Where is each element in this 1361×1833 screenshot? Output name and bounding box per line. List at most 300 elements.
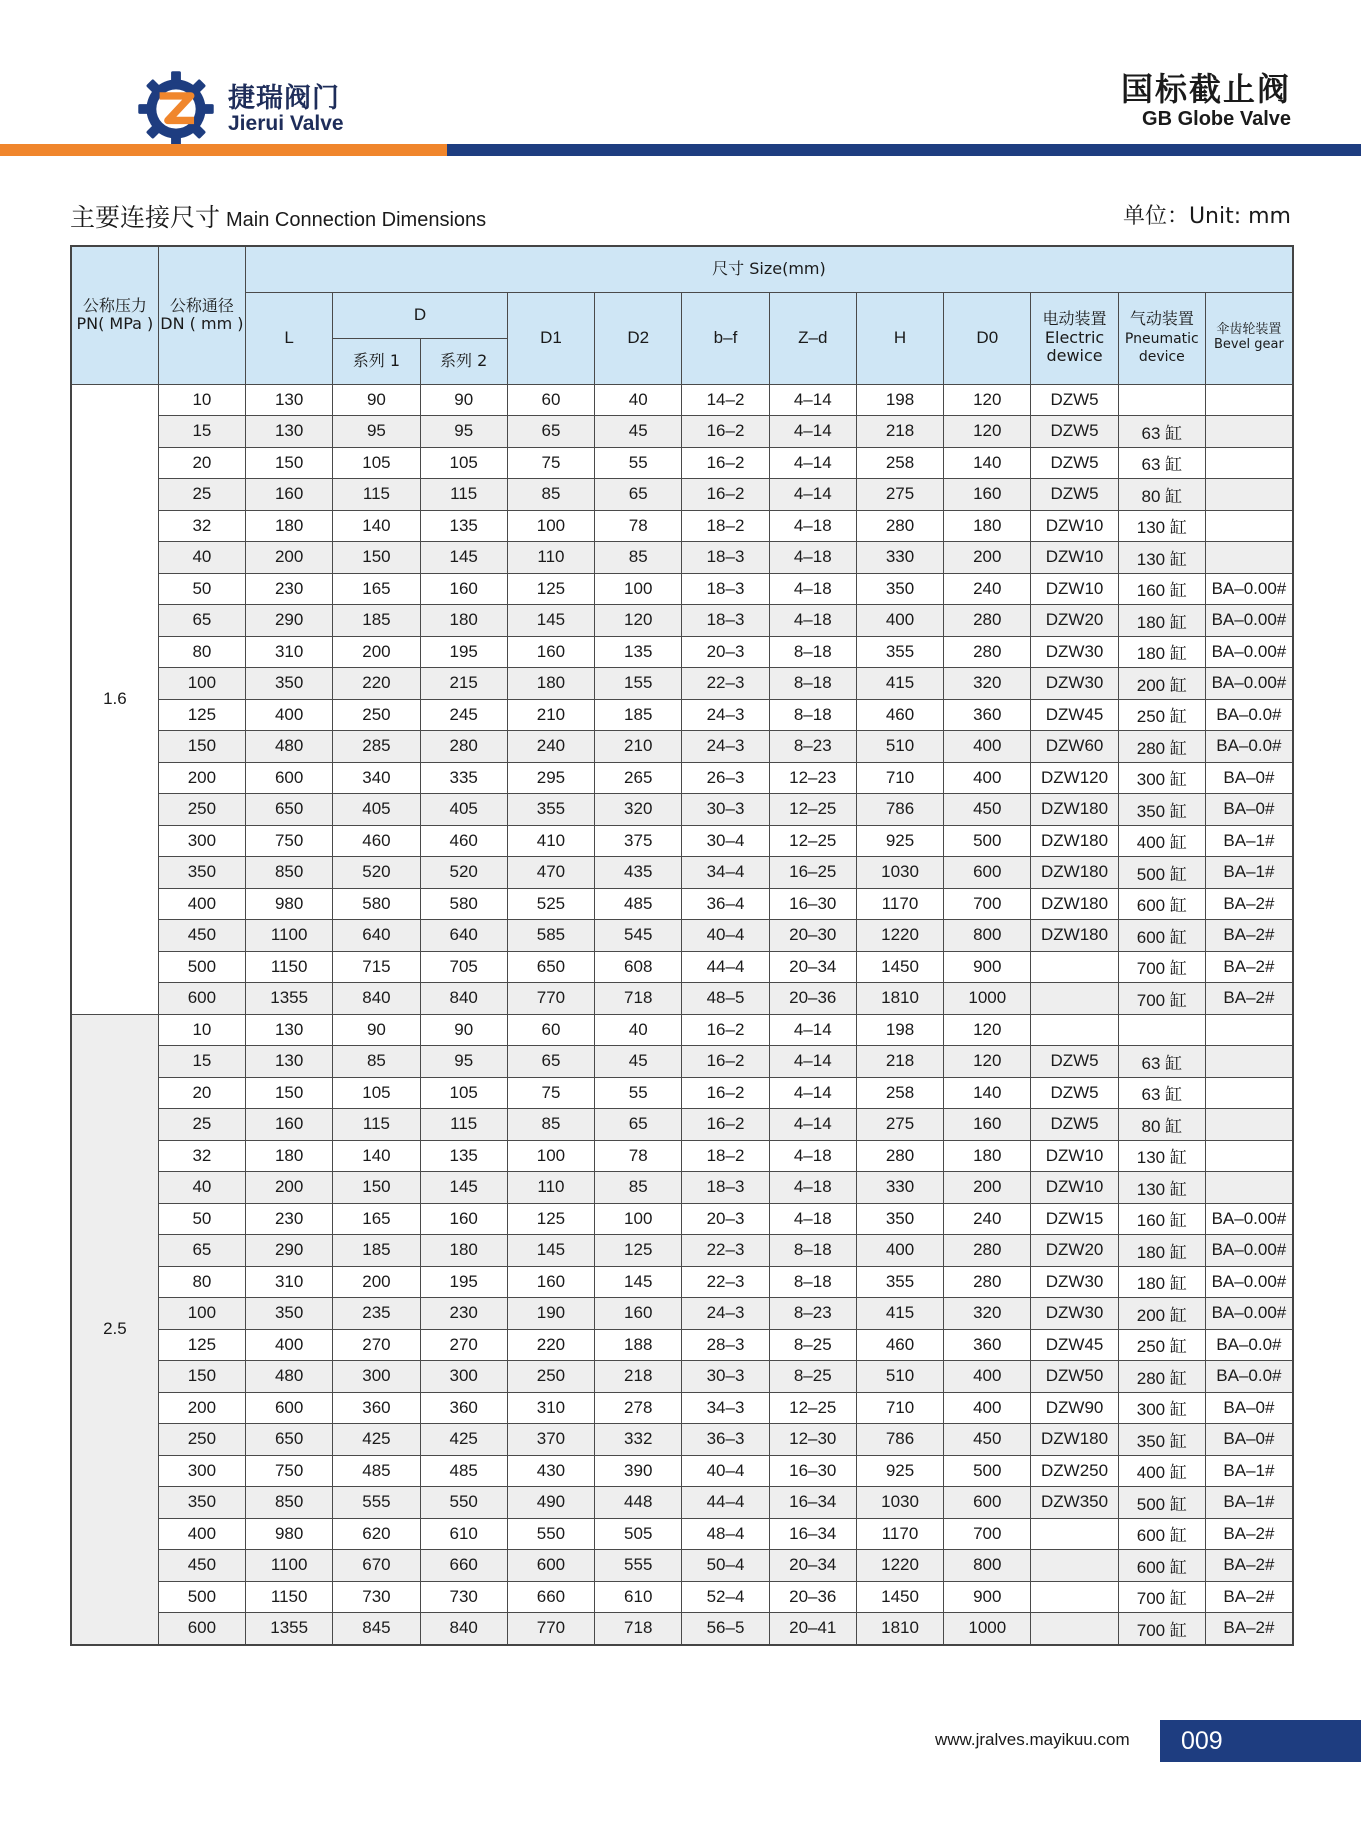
table-cell: 710 <box>856 762 943 794</box>
table-cell: 100 <box>595 573 682 605</box>
table-cell: 400 <box>856 605 943 637</box>
table-cell: 280 <box>944 605 1031 637</box>
table-cell: BA–2# <box>1205 1550 1292 1582</box>
table-cell: 240 <box>507 731 594 763</box>
table-cell: 250 <box>158 1424 245 1456</box>
table-cell: 1030 <box>856 857 943 889</box>
section-title-en: Main Connection Dimensions <box>226 209 487 231</box>
table-cell: 200 <box>246 542 333 574</box>
table-cell: BA–0.00# <box>1205 1298 1292 1330</box>
footer-url: www.jralves.mayikuu.com <box>935 1730 1130 1749</box>
table-cell: 850 <box>246 1487 333 1519</box>
table-cell: 650 <box>507 951 594 983</box>
table-cell: 85 <box>595 542 682 574</box>
table-cell: 650 <box>246 794 333 826</box>
table-cell: 700 缸 <box>1118 1581 1205 1613</box>
table-cell: 90 <box>420 384 507 416</box>
table-row <box>71 1109 1293 1141</box>
table-row <box>71 1392 1293 1424</box>
table-row <box>71 920 1293 952</box>
header-bf: b–f <box>682 292 769 384</box>
table-cell: 52–4 <box>682 1581 769 1613</box>
table-cell: 430 <box>507 1455 594 1487</box>
table-cell: 600 <box>246 762 333 794</box>
table-cell: 190 <box>507 1298 594 1330</box>
table-cell: 280 <box>944 1235 1031 1267</box>
table-cell: 130 缸 <box>1118 542 1205 574</box>
pn-cell <box>71 384 158 1014</box>
table-cell: 700 <box>944 1518 1031 1550</box>
table-cell: 500 缸 <box>1118 1487 1205 1519</box>
table-cell: 78 <box>595 1140 682 1172</box>
table-cell: 80 缸 <box>1118 479 1205 511</box>
table-cell: 100 <box>507 1140 594 1172</box>
table-cell: BA–2# <box>1205 951 1292 983</box>
table-cell: 195 <box>420 1266 507 1298</box>
table-cell <box>1031 1550 1118 1582</box>
table-row <box>71 447 1293 479</box>
table-cell: 140 <box>333 1140 420 1172</box>
table-cell: 16–34 <box>769 1487 856 1519</box>
table-cell: 600 缸 <box>1118 888 1205 920</box>
table-cell: 610 <box>420 1518 507 1550</box>
table-cell: 460 <box>420 825 507 857</box>
table-cell: 8–18 <box>769 1266 856 1298</box>
table-cell: 115 <box>420 479 507 511</box>
gear-z-logo-icon <box>135 68 217 150</box>
table-cell: 145 <box>420 542 507 574</box>
header-series1: 系列 1 <box>333 338 420 384</box>
table-cell: 1100 <box>246 920 333 952</box>
table-cell: 180 <box>944 1140 1031 1172</box>
table-cell: 490 <box>507 1487 594 1519</box>
header-h: H <box>856 292 943 384</box>
table-cell: 100 <box>507 510 594 542</box>
table-cell: 435 <box>595 857 682 889</box>
table-cell: DZW350 <box>1031 1487 1118 1519</box>
table-cell: 520 <box>333 857 420 889</box>
table-cell: 485 <box>420 1455 507 1487</box>
table-cell <box>1031 983 1118 1015</box>
table-cell: DZW10 <box>1031 573 1118 605</box>
table-cell: 210 <box>595 731 682 763</box>
table-cell: 195 <box>420 636 507 668</box>
table-cell: 300 缸 <box>1118 762 1205 794</box>
table-cell: 900 <box>944 951 1031 983</box>
table-cell <box>1205 1172 1292 1204</box>
table-cell: 115 <box>420 1109 507 1141</box>
table-cell: 600 缸 <box>1118 1518 1205 1550</box>
table-cell: 180 <box>246 510 333 542</box>
table-cell <box>1205 447 1292 479</box>
table-cell: 198 <box>856 384 943 416</box>
pn-value: 2.5 <box>103 1319 127 1338</box>
header-pneumatic-cn: 气动装置 <box>1129 309 1194 329</box>
table-cell: 25 <box>158 1109 245 1141</box>
table-row <box>71 1298 1293 1330</box>
table-cell: 150 <box>246 1077 333 1109</box>
table-cell: 100 <box>158 1298 245 1330</box>
table-cell: 460 <box>333 825 420 857</box>
table-cell: 22–3 <box>682 1235 769 1267</box>
table-cell: 10 <box>158 1014 245 1046</box>
table-row <box>71 983 1293 1015</box>
header-bar-orange <box>0 144 447 156</box>
table-cell: BA–0.0# <box>1205 1361 1292 1393</box>
table-cell: 850 <box>246 857 333 889</box>
table-cell: 4–14 <box>769 447 856 479</box>
header-series2: 系列 2 <box>420 338 507 384</box>
table-head <box>71 246 1293 384</box>
table-cell: 160 <box>507 1266 594 1298</box>
table-cell: DZW180 <box>1031 920 1118 952</box>
table-cell: 180 <box>944 510 1031 542</box>
table-cell: 26–3 <box>682 762 769 794</box>
table-cell: 4–18 <box>769 542 856 574</box>
table-cell: 125 <box>158 699 245 731</box>
table-cell: 770 <box>507 983 594 1015</box>
table-row <box>71 1361 1293 1393</box>
table-cell <box>1118 384 1205 416</box>
table-cell: 78 <box>595 510 682 542</box>
table-cell: DZW30 <box>1031 1298 1118 1330</box>
table-cell: BA–0# <box>1205 1392 1292 1424</box>
table-cell: 280 <box>944 1266 1031 1298</box>
table-cell: 20–3 <box>682 636 769 668</box>
table-cell: 45 <box>595 416 682 448</box>
table-cell <box>1205 1046 1292 1078</box>
table-cell: 250 <box>507 1361 594 1393</box>
table-cell: DZW180 <box>1031 888 1118 920</box>
table-cell: 370 <box>507 1424 594 1456</box>
table-cell: 360 <box>944 1329 1031 1361</box>
table-row <box>71 1550 1293 1582</box>
table-cell: DZW180 <box>1031 794 1118 826</box>
table-cell: 600 缸 <box>1118 1550 1205 1582</box>
table-cell: 180 缸 <box>1118 605 1205 637</box>
table-cell: 85 <box>333 1046 420 1078</box>
table-cell: 110 <box>507 1172 594 1204</box>
table-cell: DZW5 <box>1031 384 1118 416</box>
table-cell: 20–34 <box>769 1550 856 1582</box>
table-cell <box>1031 1014 1118 1046</box>
table-cell: DZW5 <box>1031 1109 1118 1141</box>
table-cell: 1450 <box>856 951 943 983</box>
table-cell: 350 <box>158 1487 245 1519</box>
table-cell: 18–3 <box>682 542 769 574</box>
table-cell: 710 <box>856 1392 943 1424</box>
table-cell: 350 <box>246 1298 333 1330</box>
table-cell: 155 <box>595 668 682 700</box>
table-cell: 120 <box>595 605 682 637</box>
table-cell <box>1205 1109 1292 1141</box>
brand-name-cn: 捷瑞阀门 <box>228 83 340 114</box>
table-cell: 24–3 <box>682 1298 769 1330</box>
header-pn <box>71 246 158 384</box>
table-cell: 65 <box>158 1235 245 1267</box>
table-cell: 20–30 <box>769 920 856 952</box>
table-cell: 135 <box>420 510 507 542</box>
table-cell: 460 <box>856 699 943 731</box>
table-cell: 16–34 <box>769 1518 856 1550</box>
table-cell: 450 <box>158 920 245 952</box>
table-row <box>71 1329 1293 1361</box>
table-cell: 160 <box>595 1298 682 1330</box>
table-cell: 550 <box>420 1487 507 1519</box>
table-cell: 180 缸 <box>1118 1266 1205 1298</box>
table-cell: 12–30 <box>769 1424 856 1456</box>
table-cell: 230 <box>246 573 333 605</box>
table-cell: 730 <box>420 1581 507 1613</box>
table-cell: 30–4 <box>682 825 769 857</box>
table-cell: BA–2# <box>1205 983 1292 1015</box>
table-cell: 500 <box>158 1581 245 1613</box>
table-cell: DZW10 <box>1031 1172 1118 1204</box>
table-cell: 425 <box>420 1424 507 1456</box>
table-cell <box>1205 510 1292 542</box>
table-cell: 300 <box>158 1455 245 1487</box>
table-cell: 360 <box>420 1392 507 1424</box>
table-row <box>71 888 1293 920</box>
table-cell: 125 <box>158 1329 245 1361</box>
table-cell: 925 <box>856 1455 943 1487</box>
table-cell: 290 <box>246 605 333 637</box>
table-cell: 550 <box>507 1518 594 1550</box>
table-cell: 115 <box>333 479 420 511</box>
table-cell: 100 <box>158 668 245 700</box>
table-cell: 185 <box>333 1235 420 1267</box>
table-cell: 600 缸 <box>1118 920 1205 952</box>
table-cell: BA–2# <box>1205 1613 1292 1645</box>
table-cell: 63 缸 <box>1118 1077 1205 1109</box>
table-cell: 500 <box>944 1455 1031 1487</box>
header-bar-blue <box>447 144 1361 156</box>
table-cell: 48–5 <box>682 983 769 1015</box>
table-row <box>71 1235 1293 1267</box>
table-cell: 240 <box>944 1203 1031 1235</box>
table-cell: 40–4 <box>682 1455 769 1487</box>
table-cell: 275 <box>856 1109 943 1141</box>
table-cell: 485 <box>595 888 682 920</box>
table-row <box>71 573 1293 605</box>
table-cell: 600 <box>944 1487 1031 1519</box>
table-cell: 1150 <box>246 1581 333 1613</box>
table-cell: 375 <box>595 825 682 857</box>
table-cell: 650 <box>246 1424 333 1456</box>
table-cell: 270 <box>420 1329 507 1361</box>
table-cell: 4–14 <box>769 479 856 511</box>
table-cell: 280 缸 <box>1118 1361 1205 1393</box>
table-cell <box>1118 1014 1205 1046</box>
table-cell: 600 <box>944 857 1031 889</box>
table-cell: 16–2 <box>682 1046 769 1078</box>
table-cell: 15 <box>158 416 245 448</box>
table-cell <box>1205 416 1292 448</box>
table-cell: 980 <box>246 1518 333 1550</box>
table-cell: 715 <box>333 951 420 983</box>
table-cell: 63 缸 <box>1118 447 1205 479</box>
table-cell: 160 缸 <box>1118 1203 1205 1235</box>
table-cell: 8–18 <box>769 1235 856 1267</box>
table-cell: 355 <box>856 1266 943 1298</box>
table-cell: 130 <box>246 1046 333 1078</box>
table-cell: 1170 <box>856 1518 943 1550</box>
table-cell: 718 <box>595 983 682 1015</box>
table-cell: 160 <box>944 1109 1031 1141</box>
table-cell: 525 <box>507 888 594 920</box>
table-cell: BA–0# <box>1205 762 1292 794</box>
table-row <box>71 1518 1293 1550</box>
table-cell: 32 <box>158 510 245 542</box>
table-cell: 770 <box>507 1613 594 1645</box>
table-cell: 36–3 <box>682 1424 769 1456</box>
table-cell: BA–0.00# <box>1205 1235 1292 1267</box>
table-cell: 350 缸 <box>1118 1424 1205 1456</box>
table-cell: 332 <box>595 1424 682 1456</box>
table-cell: 448 <box>595 1487 682 1519</box>
table-cell: 415 <box>856 668 943 700</box>
table-row <box>71 825 1293 857</box>
header-pneumatic-en1: Pneumatic <box>1124 330 1199 347</box>
table-cell: 200 <box>333 1266 420 1298</box>
table-cell: 220 <box>333 668 420 700</box>
table-cell: 130 缸 <box>1118 1140 1205 1172</box>
table-cell: 60 <box>507 1014 594 1046</box>
table-cell: 450 <box>944 794 1031 826</box>
table-cell: 180 <box>246 1140 333 1172</box>
table-cell: 80 <box>158 636 245 668</box>
table-cell: 1220 <box>856 1550 943 1582</box>
table-row <box>71 605 1293 637</box>
table-cell: 12–25 <box>769 794 856 826</box>
table-cell: DZW45 <box>1031 699 1118 731</box>
table-cell: 730 <box>333 1581 420 1613</box>
section-title <box>70 198 486 234</box>
table-cell: 16–2 <box>682 447 769 479</box>
table-cell: 130 缸 <box>1118 510 1205 542</box>
table-cell: 450 <box>944 1424 1031 1456</box>
table-cell: 65 <box>158 605 245 637</box>
table-cell: 700 缸 <box>1118 983 1205 1015</box>
table-cell: 1000 <box>944 983 1031 1015</box>
table-cell: 1355 <box>246 1613 333 1645</box>
table-cell: 20–34 <box>769 951 856 983</box>
table-cell: 145 <box>507 605 594 637</box>
table-cell: 500 缸 <box>1118 857 1205 889</box>
doc-title-cn: 国标截止阀 <box>1120 70 1291 108</box>
table-cell: DZW10 <box>1031 1140 1118 1172</box>
table-cell: 485 <box>333 1455 420 1487</box>
table-cell: 180 缸 <box>1118 636 1205 668</box>
table-cell: 280 <box>856 510 943 542</box>
table-cell: 65 <box>507 1046 594 1078</box>
table-cell: 600 <box>246 1392 333 1424</box>
table-cell: 198 <box>856 1014 943 1046</box>
table-cell: 20–41 <box>769 1613 856 1645</box>
table-cell: 620 <box>333 1518 420 1550</box>
table-cell: 555 <box>333 1487 420 1519</box>
table-row <box>71 636 1293 668</box>
table-cell: 580 <box>333 888 420 920</box>
table-cell: 145 <box>420 1172 507 1204</box>
table-cell: 218 <box>856 1046 943 1078</box>
table-cell: 600 <box>507 1550 594 1582</box>
table-cell: 230 <box>420 1298 507 1330</box>
header-pneumatic <box>1118 292 1205 384</box>
table-cell: 185 <box>595 699 682 731</box>
table-cell: DZW60 <box>1031 731 1118 763</box>
table-cell: 1170 <box>856 888 943 920</box>
table-cell: 130 <box>246 384 333 416</box>
table-cell: 250 缸 <box>1118 1329 1205 1361</box>
table-cell: 30–3 <box>682 1361 769 1393</box>
table-cell: 355 <box>507 794 594 826</box>
header-electric-cn: 电动装置 <box>1042 309 1107 329</box>
table-cell: 90 <box>420 1014 507 1046</box>
table-cell: 750 <box>246 825 333 857</box>
table-cell: 400 <box>158 1518 245 1550</box>
table-cell: BA–2# <box>1205 888 1292 920</box>
table-cell: 608 <box>595 951 682 983</box>
table-cell: DZW5 <box>1031 416 1118 448</box>
table-cell: 16–2 <box>682 479 769 511</box>
table-cell: 150 <box>158 1361 245 1393</box>
table-cell: 135 <box>420 1140 507 1172</box>
table-cell: 450 <box>158 1550 245 1582</box>
table-cell: 320 <box>944 1298 1031 1330</box>
table-row <box>71 479 1293 511</box>
table-cell: 16–2 <box>682 1109 769 1141</box>
table-cell: DZW30 <box>1031 1266 1118 1298</box>
table-cell: 125 <box>595 1235 682 1267</box>
table-cell: 85 <box>507 479 594 511</box>
table-cell: BA–2# <box>1205 920 1292 952</box>
table-cell: 400 <box>158 888 245 920</box>
table-cell: 10 <box>158 384 245 416</box>
table-cell: DZW10 <box>1031 542 1118 574</box>
table-cell: 90 <box>333 1014 420 1046</box>
table-cell: DZW250 <box>1031 1455 1118 1487</box>
table-cell: 218 <box>595 1361 682 1393</box>
header-zd: Z–d <box>769 292 856 384</box>
table-cell: 120 <box>944 1046 1031 1078</box>
table-cell: DZW30 <box>1031 636 1118 668</box>
header-dn-cn: 公称通径 <box>169 295 234 315</box>
table-cell: DZW5 <box>1031 447 1118 479</box>
table-row <box>71 1613 1293 1645</box>
table-cell <box>1205 479 1292 511</box>
table-cell: 840 <box>420 983 507 1015</box>
table-cell: DZW5 <box>1031 479 1118 511</box>
table-cell: 245 <box>420 699 507 731</box>
table-row <box>71 668 1293 700</box>
table-cell: 1810 <box>856 983 943 1015</box>
table-cell: 135 <box>595 636 682 668</box>
header-bevel-cn: 伞齿轮装置 <box>1216 322 1282 338</box>
header-d: D <box>333 292 508 338</box>
table-row <box>71 857 1293 889</box>
table-row <box>71 1014 1293 1046</box>
table-cell: 150 <box>158 731 245 763</box>
table-cell: 85 <box>595 1172 682 1204</box>
table-cell: 415 <box>856 1298 943 1330</box>
table-cell: 18–2 <box>682 510 769 542</box>
table-group-pn-1-6 <box>71 384 1293 1014</box>
table-row <box>71 1203 1293 1235</box>
table-cell: 20 <box>158 447 245 479</box>
table-cell: 200 <box>246 1172 333 1204</box>
table-cell: 180 <box>420 605 507 637</box>
